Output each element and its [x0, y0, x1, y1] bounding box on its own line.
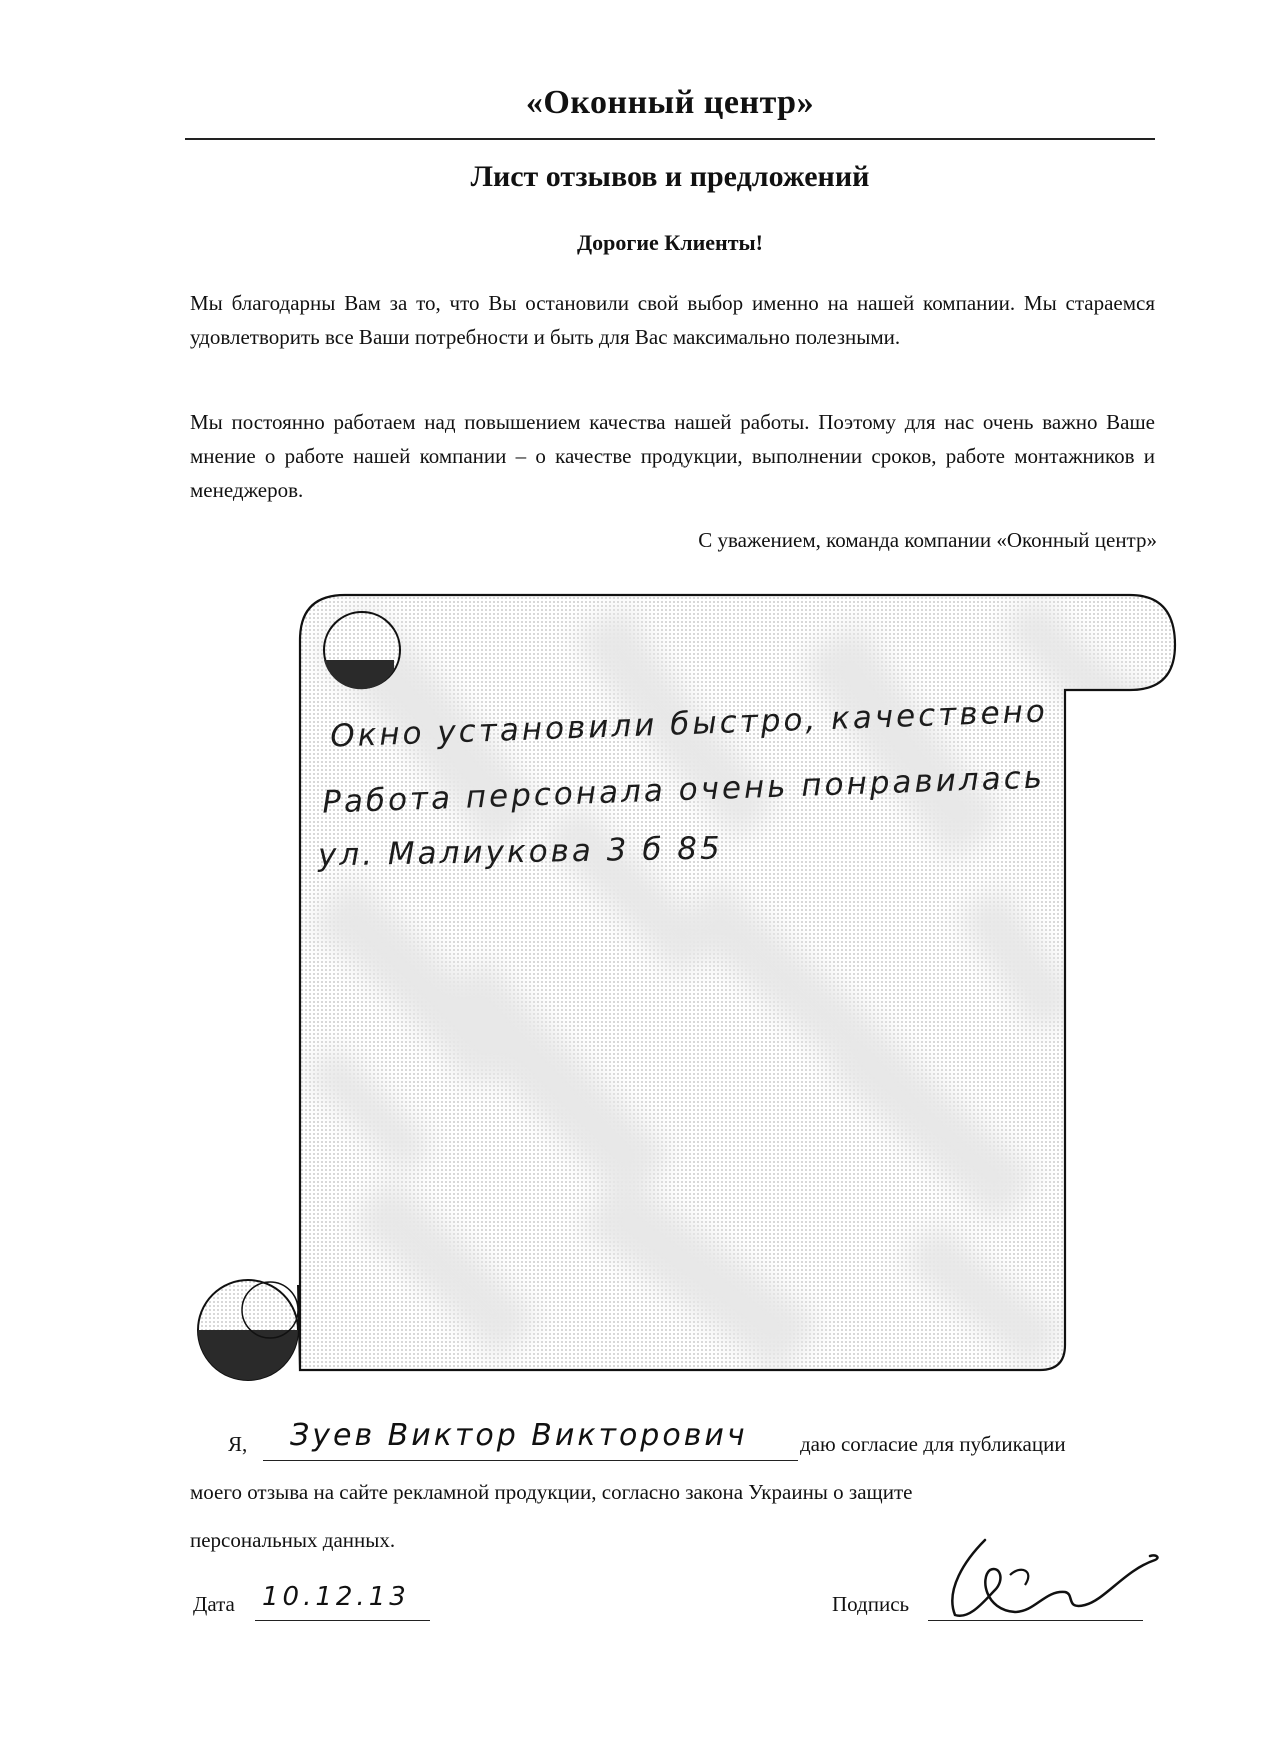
date-underline	[255, 1620, 430, 1621]
consent-line-3: персональных данных.	[190, 1528, 396, 1552]
feedback-line-3: ул. Малиукова 3 б 85	[317, 830, 724, 874]
regards-line: С уважением, команда компании «Оконный центр»	[698, 528, 1157, 552]
signature-mark	[925, 1520, 1165, 1630]
greeting: Дорогие Клиенты!	[576, 230, 764, 255]
feedback-line-1: Окно установили быстро, качествено	[329, 693, 1049, 755]
intro-paragraph: Мы благодарны Вам за то, что Вы остановили свой выбор именно на нашей компании. Мы стараемся удовлетворить все Ваши потребности и быть для Вас максимально полезными.	[190, 291, 1155, 349]
consent-line-2: моего отзыва на сайте рекламной продукции, согласно закона Украины о защите	[190, 1480, 913, 1504]
feedback-line-2: Работа персонала очень понравилась	[321, 759, 1046, 821]
consent-prefix: Я,	[228, 1432, 248, 1456]
date-value: 10.12.13	[262, 1582, 410, 1612]
date-label: Дата	[193, 1592, 235, 1616]
signature-label: Подпись	[832, 1592, 910, 1616]
consent-line-1: даю согласие для публикации	[800, 1432, 1066, 1456]
page-title: Лист отзывов и предложений	[470, 160, 870, 193]
customer-name-handwritten: Зуев Виктор Викторович	[290, 1418, 748, 1453]
quality-paragraph: Мы постоянно работаем над повышением качества нашей работы. Поэтому для нас очень важно Ваше мнение о работе нашей компании – о качестве продукции, выполнении сроков, работе монтажников и менеджеров.	[190, 410, 1155, 502]
name-underline	[263, 1460, 798, 1461]
company-name: «Оконный центр»	[525, 84, 815, 121]
